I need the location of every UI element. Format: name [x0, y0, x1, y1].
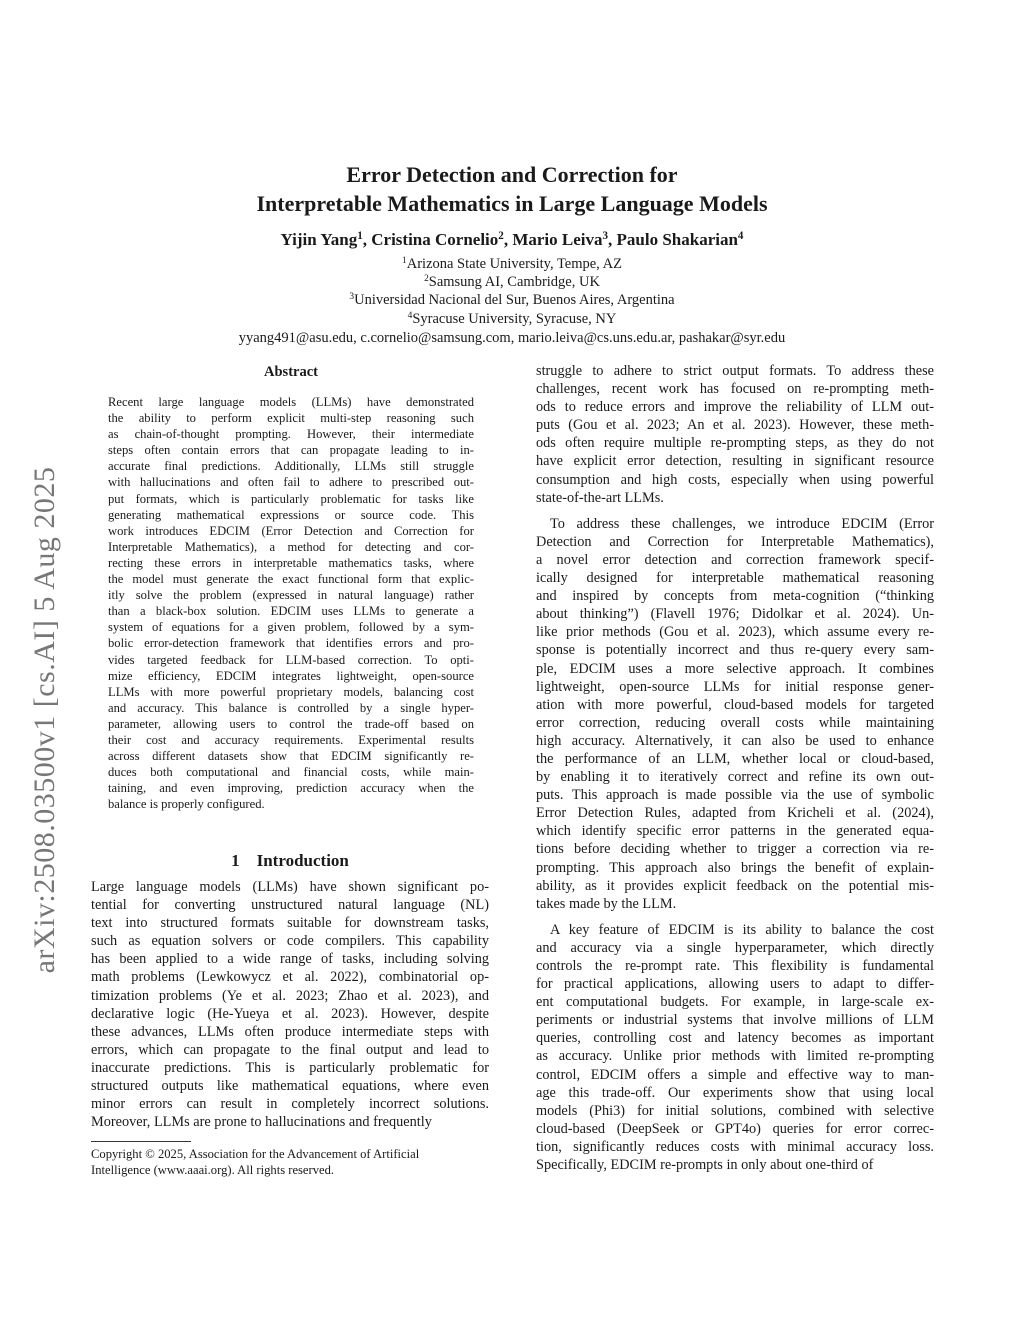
text-line: work introduces EDCIM (Error Detection and Correction for [108, 523, 474, 538]
text-line: about thinking”) (Flavell 1976; Didolkar et al. 2024). Un- [536, 606, 934, 623]
affiliation [0, 291, 1024, 309]
text-line: ods to reduce errors and improve the reliability of LLM out- [536, 399, 934, 416]
text-line: mize efficiency, EDCIM integrates lightweight, open-source [108, 668, 474, 683]
text-line: taining, and even improving, prediction accuracy when the [108, 781, 474, 796]
text-line: than a black-box solution. EDCIM uses LLMs to generate a [108, 604, 474, 619]
text-line: a novel error detection and correction framework specif- [536, 551, 934, 568]
copyright-footnote [91, 1146, 489, 1178]
affiliation-sup: 4 [407, 310, 413, 321]
author-sup: 3 [602, 229, 609, 242]
affiliation-sup: 2 [424, 274, 429, 285]
text-line: as accuracy. Unlike prior methods with limited re-prompting [536, 1048, 934, 1065]
title-line: Interpretable Mathematics in Large Language Models [256, 191, 768, 216]
text-line: for practical applications, allowing users to adapt to differ- [536, 976, 934, 993]
affiliation-sup: 1 [402, 255, 407, 266]
paragraph-gap [536, 913, 934, 921]
arxiv-identifier[interactable]: arXiv:2508.03500v1 [cs.AI] 5 Aug 2025 [28, 466, 61, 974]
text-line: errors, which can propagate to the final output and lead to [91, 1041, 489, 1058]
text-line: inaccurate predictions. This is particularly problematic for [91, 1059, 489, 1076]
text-line: and accuracy via a single hyperparameter, which directly [536, 939, 934, 956]
text-line: ically designed for interpretable mathematical reasoning [536, 570, 934, 587]
text-line: tions before deciding whether to trigger a correction via re- [536, 841, 934, 858]
author-name: Cristina Cornelio [371, 230, 499, 249]
text-line: bolic error-detection framework that identifies errors and pro- [108, 636, 474, 651]
section-heading-introduction: 1 Introduction [231, 851, 349, 870]
author-sep: , [503, 230, 513, 249]
text-line: and accuracy. This balance is controlled by a single hyper- [108, 700, 474, 715]
text-line: by enabling it to iteratively correct and refine its own out- [536, 769, 934, 786]
text-line: cloud-based (DeepSeek or GPT4o) queries for error correc- [536, 1120, 934, 1137]
text-line: Detection and Correction for Interpretable Mathematics), [536, 533, 934, 550]
introduction-body [91, 878, 489, 1131]
text-line: periments or industrial systems that involve millions of LLM [536, 1012, 934, 1029]
text-line: models (Phi3) for initial solutions, combined with selective [536, 1102, 934, 1119]
text-line: consumption and high costs, especially when using powerful [536, 471, 934, 488]
affiliation-text: Samsung AI, Cambridge, UK [428, 274, 600, 291]
text-line: parameter, allowing users to control the trade-off based on [108, 716, 474, 731]
text-line: text into structured formats suitable for downstream tasks, [91, 915, 489, 932]
paragraph [536, 515, 934, 913]
text-line: generating mathematical expressions or source code. This [108, 507, 474, 522]
text-line: timization problems (Ye et al. 2023; Zhao et al. 2023), and [91, 987, 489, 1004]
footnote-rule [91, 1141, 191, 1142]
paragraph-gap [536, 507, 934, 515]
author-name: Paulo Shakarian [616, 230, 738, 249]
text-line: structured outputs like mathematical equations, where even [91, 1078, 489, 1095]
text-line: Interpretable Mathematics), a method for detecting and cor- [108, 539, 474, 554]
text-line: math problems (Lewkowycz et al. 2022), combinatorial op- [91, 969, 489, 986]
paragraph [536, 362, 934, 507]
text-line: A key feature of EDCIM is its ability to balance the cost [550, 921, 934, 938]
text-line: accurate final predictions. Additionally, LLMs still struggle [108, 459, 474, 474]
text-line: error correction, reducing overall costs while maintaining [536, 714, 934, 731]
affiliation-list [0, 255, 1024, 328]
text-line: which identify specific error patterns in the generated equa- [536, 823, 934, 840]
text-line: Recent large language models (LLMs) have demonstrated [108, 395, 474, 409]
text-line: as chain-of-thought prompting. However, their intermediate [108, 427, 474, 442]
text-line: balance is properly configured. [108, 797, 265, 812]
text-line: To address these challenges, we introduce EDCIM (Error [550, 515, 934, 532]
abstract-heading: Abstract [264, 364, 318, 380]
text-line: the performance of an LLM, whether local or cloud-based, [536, 750, 934, 767]
text-line: and inspired by concepts from meta-cognition (“thinking [536, 588, 934, 605]
affiliation-text: Syracuse University, Syracuse, NY [412, 310, 617, 327]
right-column [536, 362, 934, 1174]
paragraph [536, 921, 934, 1174]
text-line: puts. This approach is made possible via the use of symbolic [536, 787, 934, 804]
abstract-body [108, 394, 474, 812]
author-sup: 1 [357, 229, 363, 242]
text-line: control, EDCIM offers a simple and effective way to man- [536, 1066, 934, 1083]
author-emails[interactable]: yyang491@asu.edu, c.cornelio@samsung.com, mario.leiva@cs.uns.edu.ar, pashakar@syr.edu [238, 330, 786, 346]
text-line: have explicit error detection, resulting in significant resource [536, 453, 934, 470]
text-line: Error Detection Rules, adapted from Kricheli et al. (2024), [536, 805, 934, 822]
text-line: prompting. This approach also brings the benefit of explain- [536, 859, 934, 876]
text-line: Specifically, EDCIM re-prompts in only about one-third of [536, 1157, 874, 1174]
text-line: age this trade-off. Our experiments show that using local [536, 1084, 934, 1101]
text-line: vides targeted feedback for LLM-based correction. To opti- [108, 652, 474, 667]
text-line: the ability to perform explicit multi-step reasoning such [108, 411, 474, 426]
text-line: queries, controlling cost and latency becomes as important [536, 1030, 934, 1047]
text-line: has been applied to a wide range of tasks, including solving [91, 951, 489, 968]
affiliation [0, 255, 1024, 273]
text-line: steps often contain errors that can propagate leading to in- [108, 443, 474, 458]
affiliation-text: Universidad Nacional del Sur, Buenos Aires, Argentina [354, 292, 675, 309]
paper-title [0, 160, 1024, 218]
author-name: Yijin Yang [280, 230, 358, 249]
text-line: struggle to adhere to strict output formats. To address these [536, 363, 934, 379]
text-line: like prior methods (Gou et al. 2023), which assume every re- [536, 624, 934, 641]
text-line: declarative logic (He-Yueya et al. 2023). However, despite [91, 1005, 489, 1022]
affiliation-sup: 3 [349, 292, 355, 303]
footnote-line: Intelligence (www.aaai.org). All rights reserved. [91, 1163, 335, 1177]
text-line: recting these errors in interpretable mathematics tasks, where [108, 555, 474, 570]
text-line: LLMs with more powerful proprietary models, balancing cost [108, 684, 474, 699]
text-line: itly solve the problem (expressed in natural language) rather [108, 588, 474, 603]
text-line: takes made by the LLM. [536, 895, 677, 912]
text-line: tion, significantly reduces costs with minimal accuracy loss. [536, 1138, 934, 1155]
text-line: challenges, recent work has focused on re-prompting meth- [536, 381, 934, 398]
author-sup: 4 [737, 229, 744, 242]
text-line: ods often require multiple re-prompting steps, as they do not [536, 435, 934, 452]
text-line: Moreover, LLMs are prone to hallucinations and frequently [91, 1114, 432, 1131]
author-sup: 2 [498, 229, 504, 242]
text-line: lightweight, open-source LLMs for initial response gener- [536, 678, 934, 695]
title-line: Error Detection and Correction for [346, 162, 678, 187]
text-line: with hallucinations and often fail to adhere to prescribed out- [108, 475, 474, 490]
text-line: put formats, which is particularly problematic for tasks like [108, 491, 474, 506]
affiliation-text: Arizona State University, Tempe, AZ [406, 256, 622, 272]
text-line: these advances, LLMs often produce intermediate steps with [91, 1023, 489, 1040]
text-line: Large language models (LLMs) have shown significant po- [91, 879, 489, 895]
text-line: sponse is potentially incorrect and thus re-query every sam- [536, 642, 934, 659]
text-line: system of equations for a given problem, followed by a sym- [108, 620, 474, 635]
affiliation [0, 273, 1024, 291]
text-line: high accuracy. Alternatively, it can also be used to enhance [536, 732, 934, 749]
text-line: minor errors can result in completely incorrect solutions. [91, 1096, 489, 1113]
text-line: such as equation solvers or code compilers. This capability [91, 933, 489, 950]
text-line: across different datasets show that EDCIM significantly re- [108, 749, 474, 764]
text-line: duces both computational and financial costs, while main- [108, 765, 474, 780]
text-line: ation with more powerful, cloud-based models for targeted [536, 696, 934, 713]
text-line: the model must generate the exact functional form that explic- [108, 572, 474, 587]
text-line: controls the re-prompt rate. This flexibility is fundamental [536, 958, 934, 974]
author-sep: , [608, 230, 617, 249]
text-line: ent computational budgets. For example, in large-scale ex- [536, 994, 934, 1011]
text-line: ability, as it provides explicit feedback on the potential mis- [536, 877, 934, 894]
author-name: Mario Leiva [512, 230, 603, 249]
text-line: puts (Gou et al. 2023; An et al. 2023). However, these meth- [536, 417, 934, 434]
footnote-line: Copyright © 2025, Association for the Advancement of Artificial [91, 1147, 420, 1161]
author-sep: , [362, 230, 372, 249]
affiliation [0, 310, 1024, 328]
text-line: their cost and accuracy requirements. Experimental results [108, 732, 474, 747]
text-line: state-of-the-art LLMs. [536, 489, 664, 506]
text-line: ple, EDCIM uses a more selective approach. It combines [536, 660, 934, 677]
author-list [0, 229, 1024, 251]
text-line: tential for converting unstructured natural language (NL) [91, 897, 489, 914]
